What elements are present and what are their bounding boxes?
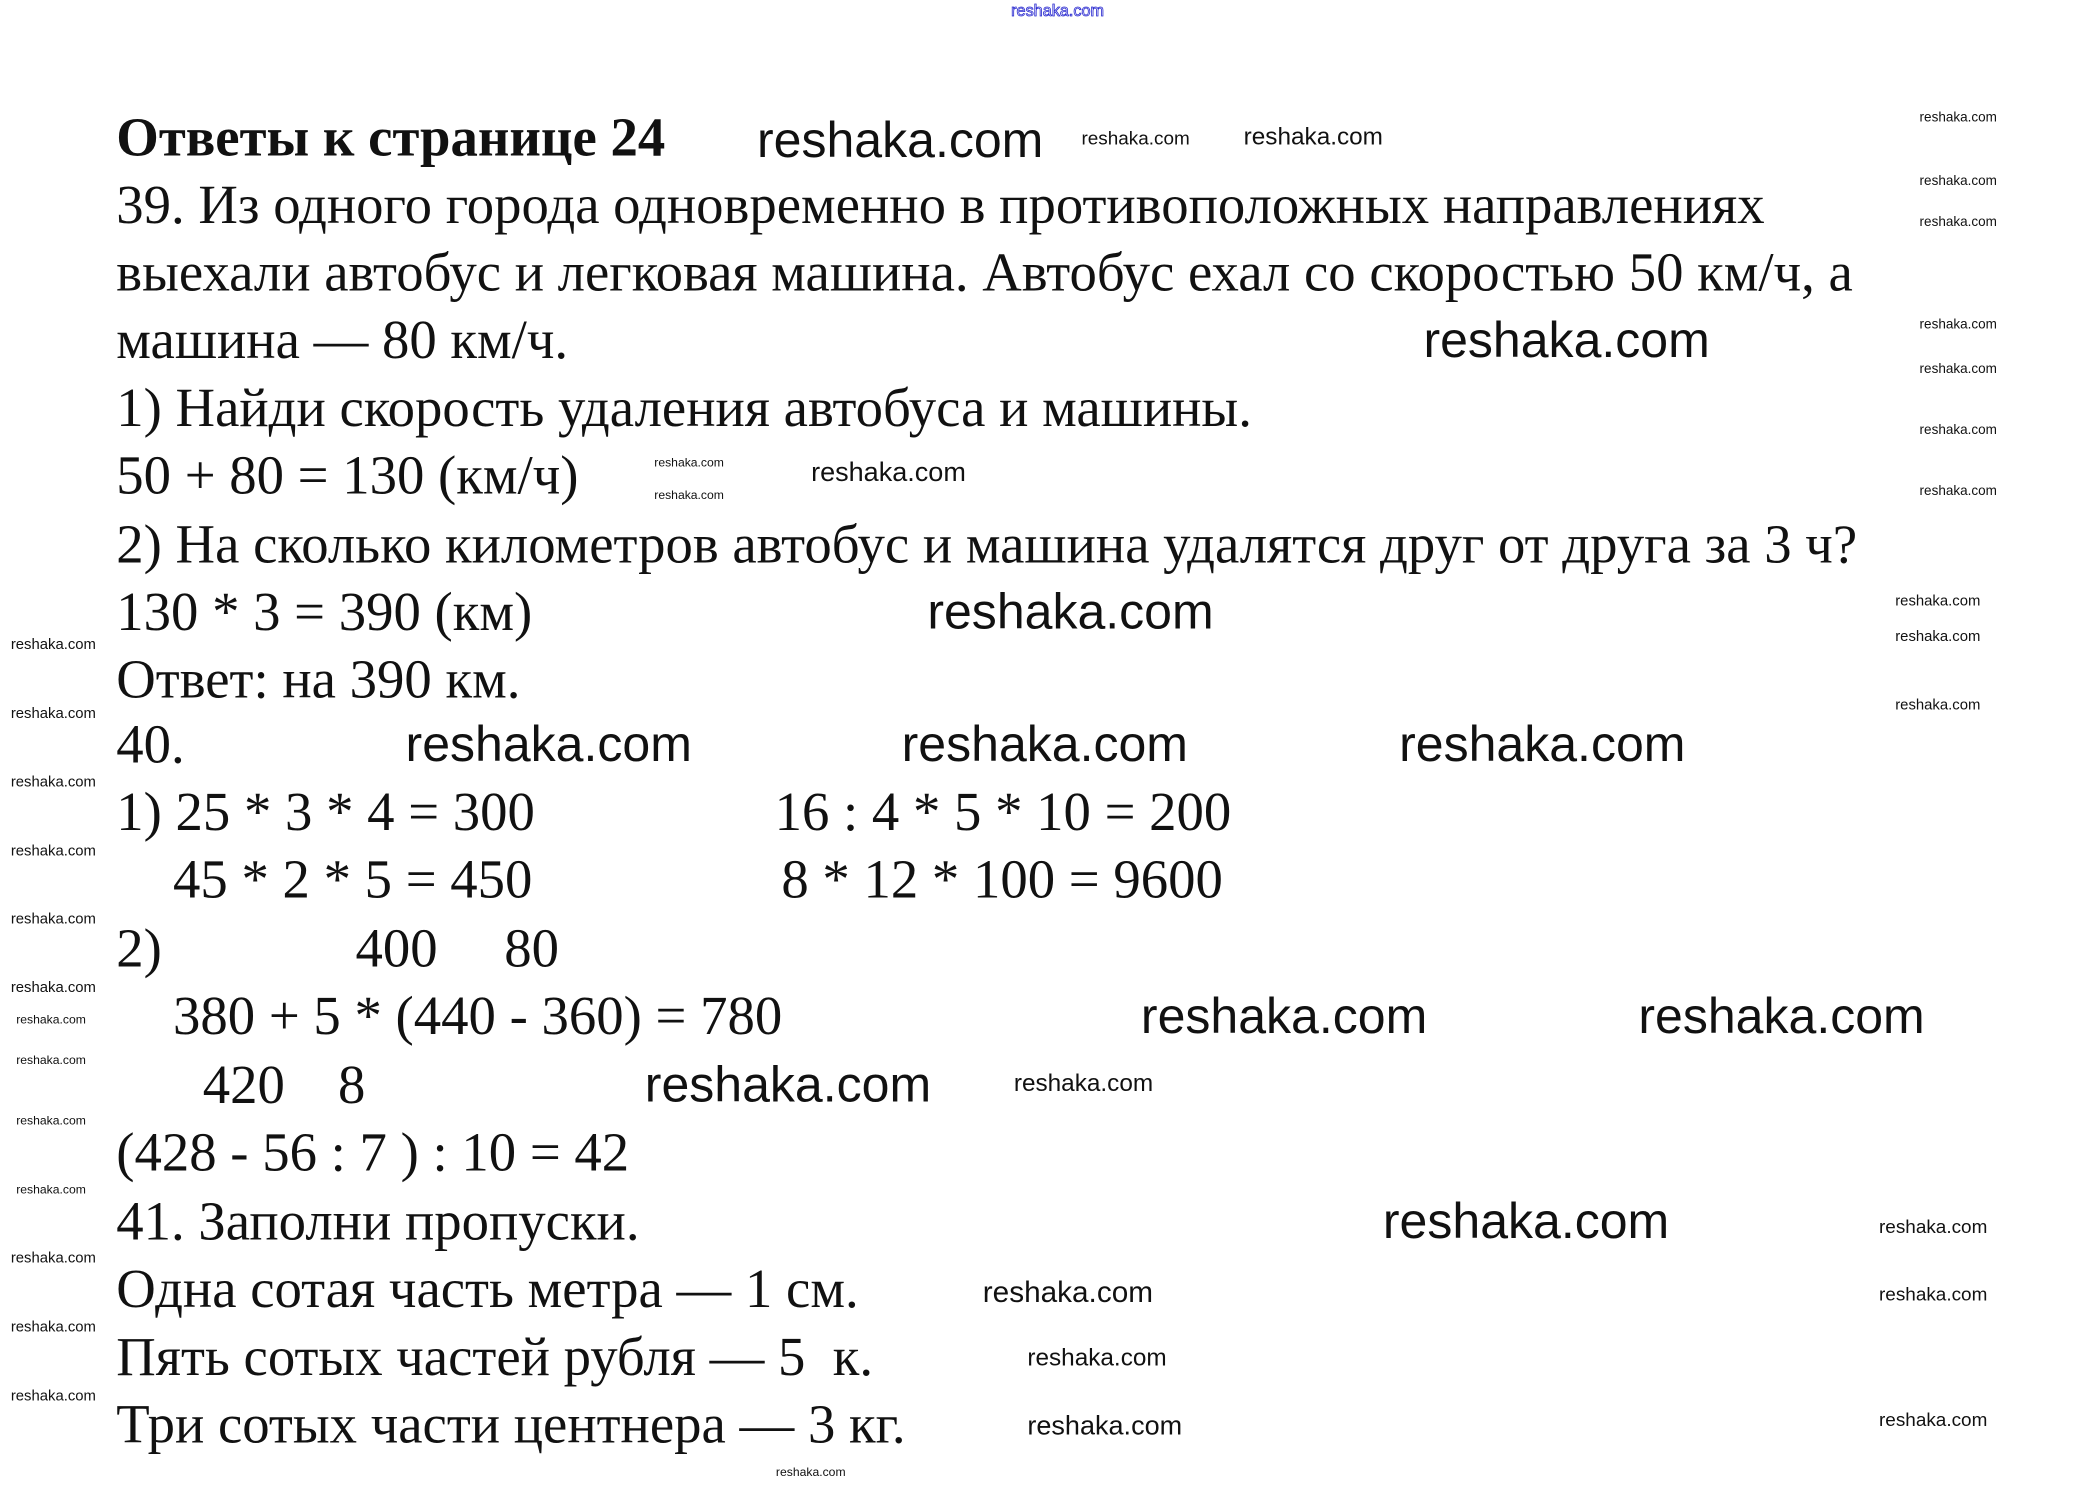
watermark: reshaka.com — [1140, 988, 1428, 1044]
watermark: reshaka.com — [1895, 628, 1981, 645]
watermark: reshaka.com — [405, 716, 692, 772]
task39-answer: Ответ: на 390 км. — [116, 648, 521, 710]
watermark: reshaka.com — [1919, 362, 1997, 378]
task40-expr: 45 * 2 * 5 = 450 — [173, 848, 533, 910]
watermark: reshaka.com — [10, 843, 96, 860]
watermark: reshaka.com — [982, 1274, 1154, 1309]
task40-expr: 380 + 5 * (440 - 360) = 780 — [173, 985, 783, 1047]
watermark: reshaka.com — [1879, 1408, 1988, 1431]
task40-number: 40. — [116, 713, 185, 775]
watermark: reshaka.com — [1879, 1215, 1988, 1237]
task40-expr: 8 * 12 * 100 = 9600 — [781, 848, 1223, 910]
watermark: reshaka.com — [1919, 214, 1997, 230]
task39-solution-1: 50 + 80 = 130 (км/ч) — [116, 444, 579, 506]
watermark: reshaka.com — [654, 487, 724, 502]
watermark: reshaka.com — [811, 458, 966, 488]
watermark: reshaka.com — [757, 112, 1044, 168]
task41-line: Три сотых части центнера — 3 кг. — [116, 1393, 906, 1455]
task40-expr: (428 - 56 : 7 ) : 10 = 42 — [116, 1121, 630, 1183]
watermark: reshaka.com — [16, 1012, 86, 1027]
task39-line: 39. Из одного города одновременно в противоположных направлениях — [116, 174, 1765, 236]
intermediate-result: 400 — [355, 917, 438, 979]
watermark: reshaka.com — [1243, 123, 1383, 151]
task41-title: 41. Заполни пропуски. — [116, 1190, 640, 1252]
watermark: reshaka.com — [1013, 1069, 1154, 1097]
watermark: reshaka.com — [1895, 697, 1981, 714]
intermediate-result: 80 — [504, 917, 559, 979]
watermark: reshaka.com — [901, 716, 1188, 772]
watermark: reshaka.com — [10, 911, 96, 928]
watermark: reshaka.com — [10, 1388, 96, 1405]
intermediate-result: 420 — [202, 1054, 285, 1116]
watermark: reshaka.com — [16, 1053, 86, 1067]
task41-line: Пять сотых частей рубля — 5 к. — [116, 1326, 874, 1387]
task39-line: машина — 80 км/ч. — [116, 309, 569, 371]
watermark: reshaka.com — [10, 980, 96, 997]
watermark: reshaka.com — [927, 583, 1214, 640]
task40-part2-label: 2) — [116, 917, 162, 979]
task39-question-1: 1) Найди скорость удаления автобуса и машины. — [116, 377, 1252, 438]
watermark: reshaka.com — [1919, 110, 1997, 126]
task40-expr: 1) 25 * 3 * 4 = 300 — [116, 781, 535, 843]
watermark: reshaka.com — [1895, 593, 1981, 610]
watermark: reshaka.com — [10, 705, 96, 722]
watermark: reshaka.com — [1919, 317, 1997, 333]
task39-line: выехали автобус и легковая машина. Автобус ехал со скоростью 50 км/ч, а — [116, 241, 1853, 303]
watermark: reshaka.com — [16, 1113, 86, 1128]
watermark: reshaka.com — [775, 1465, 846, 1479]
intermediate-result: 8 — [337, 1054, 366, 1116]
watermark: reshaka.com — [1027, 1411, 1183, 1442]
watermark: reshaka.com — [1879, 1282, 1988, 1305]
watermark: reshaka.com — [10, 774, 96, 791]
task39-solution-2: 130 * 3 = 390 (км) — [116, 581, 533, 643]
watermark: reshaka.com — [16, 1182, 86, 1197]
watermark: reshaka.com — [1423, 312, 1710, 368]
task40-expr: 16 : 4 * 5 * 10 = 200 — [774, 781, 1232, 843]
watermark: reshaka.com — [1919, 174, 1997, 190]
page-title: Ответы к странице 24 — [116, 106, 666, 168]
watermark: reshaka.com — [654, 455, 724, 470]
watermark: reshaka.com — [1919, 483, 1997, 499]
watermark: reshaka.com — [1399, 716, 1686, 772]
watermark: reshaka.com — [644, 1057, 932, 1113]
watermark-top: reshaka.com — [1011, 1, 1105, 21]
watermark: reshaka.com — [1638, 988, 1925, 1044]
watermark: reshaka.com — [10, 1319, 96, 1336]
watermark: reshaka.com — [1081, 127, 1190, 149]
watermark: reshaka.com — [1382, 1193, 1670, 1250]
task39-question-2: 2) На сколько километров автобус и машина удалятся друг от друга за 3 ч? — [116, 513, 1858, 575]
watermark: reshaka.com — [1919, 423, 1997, 438]
watermark: reshaka.com — [10, 1250, 96, 1267]
task41-line: Одна сотая часть метра — 1 см. — [116, 1258, 859, 1320]
watermark: reshaka.com — [10, 636, 96, 653]
watermark: reshaka.com — [1027, 1343, 1167, 1371]
